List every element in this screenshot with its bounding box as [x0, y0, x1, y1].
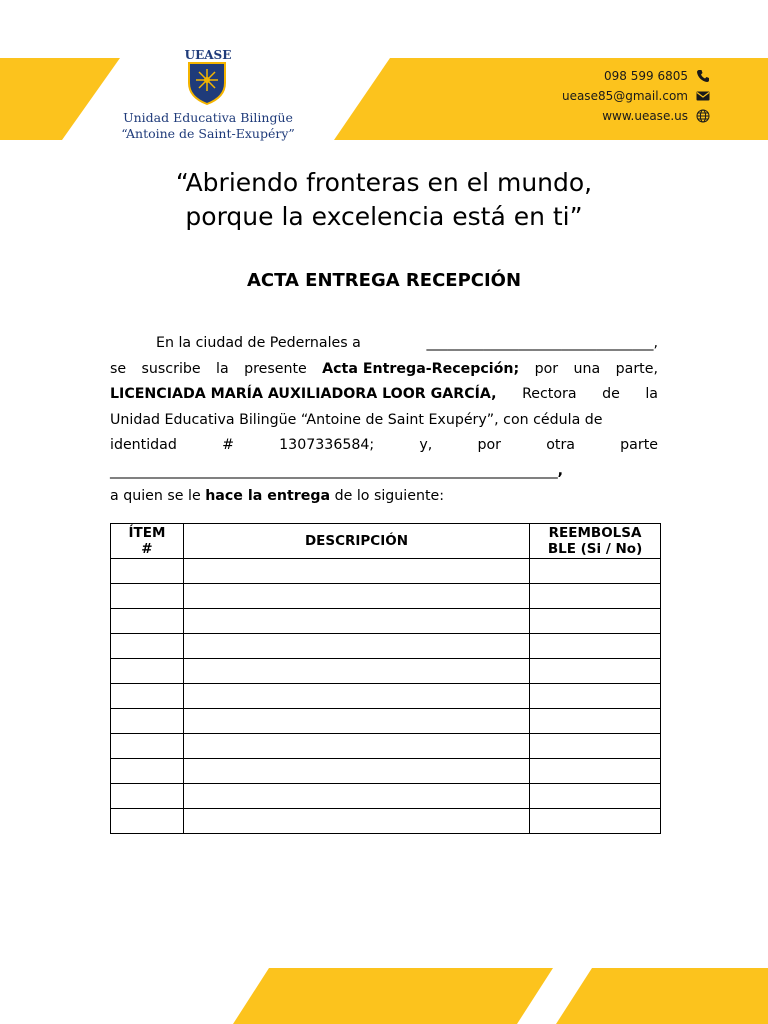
body-line-4 [110, 408, 658, 434]
refundable-cell[interactable] [530, 684, 661, 709]
institution-text: Unidad Educativa Bilingüe “Antoine de Saint Exupéry”, con cédula de [110, 411, 603, 428]
footer-accent-band-right [556, 968, 768, 1024]
contact-email [562, 86, 688, 106]
word: y, [419, 437, 433, 453]
logo-acronym: UEASE [184, 48, 232, 62]
word: una [573, 360, 601, 377]
item-cell[interactable] [111, 709, 184, 734]
word: se [110, 360, 127, 377]
date-blank: ________________________________, [426, 335, 658, 351]
contact-email-text: uease85@gmail.com [561, 89, 688, 103]
motto-line2: porque la excelencia está en ti” [185, 202, 583, 231]
table-row [111, 809, 661, 834]
school-logo [118, 48, 298, 143]
school-crest-icon [187, 61, 227, 105]
item-cell[interactable] [111, 684, 184, 709]
description-cell[interactable] [183, 759, 529, 784]
item-cell[interactable] [111, 584, 184, 609]
item-cell[interactable] [111, 784, 184, 809]
footer-accent-band-left [233, 968, 553, 1024]
body-line-5 [110, 433, 658, 459]
contact-website [602, 106, 688, 126]
body-line-3 [110, 382, 658, 408]
refundable-cell[interactable] [530, 809, 661, 834]
contact-website-text: www.uease.us [602, 109, 688, 123]
word: por [534, 360, 559, 377]
item-cell[interactable] [111, 734, 184, 759]
table-row [111, 634, 661, 659]
refundable-cell[interactable] [530, 559, 661, 584]
header-refundable-line2: BLE (Si / No) [547, 541, 643, 557]
item-cell[interactable] [111, 559, 184, 584]
word: Rectora [522, 386, 577, 402]
description-cell[interactable] [183, 584, 529, 609]
comma: , [557, 462, 563, 479]
refundable-cell[interactable] [530, 659, 661, 684]
item-cell[interactable] [111, 809, 184, 834]
header-description: DESCRIPCIÓN [183, 524, 529, 559]
table-row [111, 709, 661, 734]
id-number: 1307336584; [279, 437, 375, 453]
table-row [111, 609, 661, 634]
description-cell[interactable] [183, 709, 529, 734]
word: parte [620, 437, 658, 453]
header-item-line2: # [141, 541, 153, 557]
table-row [111, 659, 661, 684]
document-title: ACTA ENTREGA RECEPCIÓN [246, 270, 522, 291]
word: por [477, 437, 502, 453]
contact-phone-text: 098 599 6805 [604, 69, 688, 83]
school-motto [0, 166, 768, 234]
delivery-text: a quien se le [110, 488, 201, 504]
body-line-1 [110, 331, 658, 357]
table-row [111, 559, 661, 584]
delivery-bold: hace la entrega [205, 488, 331, 504]
item-cell[interactable] [111, 609, 184, 634]
body-line-6 [110, 459, 658, 485]
table-header-row [111, 524, 661, 559]
word: # [222, 437, 234, 453]
word: parte, [615, 360, 658, 377]
word: suscribe [141, 360, 201, 377]
word: la [216, 360, 229, 377]
globe-icon [696, 109, 710, 123]
table-row [111, 759, 661, 784]
rector-name-bold: LICENCIADA MARÍA AUXILIADORA LOOR GARCÍA, [110, 386, 497, 402]
document-type-bold: Acta Entrega-Recepción; [322, 360, 520, 377]
mail-icon [696, 89, 710, 103]
refundable-cell[interactable] [530, 634, 661, 659]
item-cell[interactable] [111, 659, 184, 684]
description-cell[interactable] [183, 609, 529, 634]
table-body [111, 559, 661, 834]
item-cell[interactable] [111, 634, 184, 659]
word: otra [546, 437, 575, 453]
refundable-cell[interactable] [530, 609, 661, 634]
item-cell[interactable] [111, 759, 184, 784]
table-row [111, 784, 661, 809]
refundable-cell[interactable] [530, 759, 661, 784]
header-accent-band-left [0, 58, 120, 140]
header-refundable [530, 524, 661, 559]
document-body [110, 331, 658, 510]
receiver-blank: ________________________________________________________________ [110, 462, 558, 479]
logo-name-line1: Unidad Educativa Bilingüe [123, 110, 293, 125]
word: de [602, 386, 620, 402]
table-row [111, 584, 661, 609]
description-cell[interactable] [183, 809, 529, 834]
body-line-7 [110, 484, 658, 510]
word: la [645, 386, 658, 402]
word: identidad [110, 437, 177, 453]
phone-icon [696, 69, 710, 83]
motto-line1: “Abriendo fronteras en el mundo, [175, 168, 593, 197]
description-cell[interactable] [183, 559, 529, 584]
table-row [111, 734, 661, 759]
description-cell[interactable] [183, 659, 529, 684]
word: presente [244, 360, 307, 377]
delivery-text-end: de lo siguiente: [334, 488, 445, 504]
table-row [111, 684, 661, 709]
description-cell[interactable] [183, 634, 529, 659]
body-line-2 [110, 357, 658, 383]
description-cell[interactable] [183, 734, 529, 759]
description-cell[interactable] [183, 784, 529, 809]
header-refundable-line1: REEMBOLSA [548, 525, 642, 541]
refundable-cell[interactable] [530, 734, 661, 759]
header-item [111, 524, 184, 559]
refundable-cell[interactable] [530, 584, 661, 609]
logo-name-line2: “Antoine de Saint-Exupéry” [121, 126, 295, 141]
header-item-line1: ÍTEM [128, 525, 166, 541]
contact-phone [604, 66, 688, 86]
description-cell[interactable] [183, 684, 529, 709]
refundable-cell[interactable] [530, 784, 661, 809]
city-text: En la ciudad de Pedernales a [156, 335, 361, 351]
items-table [110, 523, 661, 834]
refundable-cell[interactable] [530, 709, 661, 734]
